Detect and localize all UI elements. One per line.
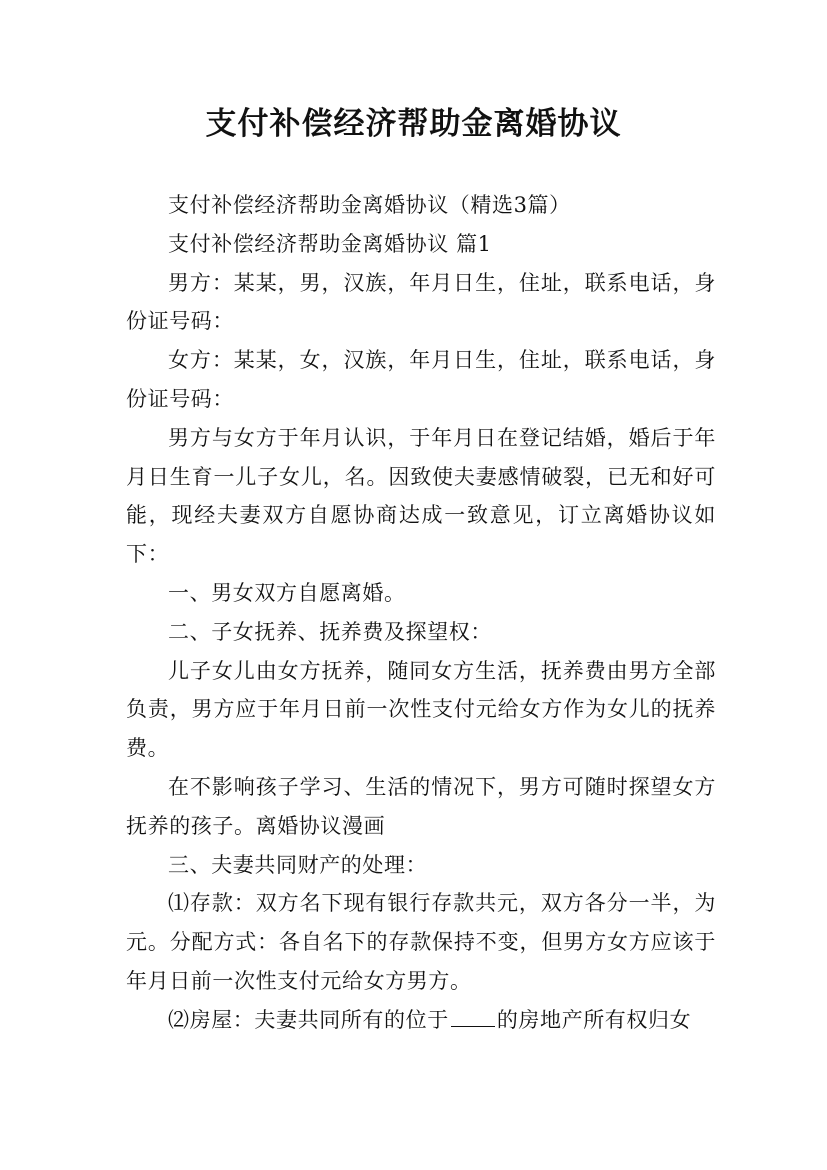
document-body: [126, 186, 716, 1040]
clause-3-heading: 三、夫妻共同财产的处理：: [168, 852, 428, 877]
section-heading: 支付补偿经济帮助金离婚协议 篇1: [168, 231, 492, 256]
savings-paragraph: ⑴存款：双方名下现有银行存款共元，双方各分一半，为元。分配方式：各自名下的存款保持不变，但男方女方应该于年月日前一次性支付元给女方男方。: [126, 891, 716, 993]
house-text-after: 的房地产所有权归女: [496, 1007, 692, 1032]
clause-1-paragraph: 一、男女双方自愿离婚。: [168, 580, 406, 605]
house-text-before: ⑵房屋：夫妻共同所有的位于: [168, 1007, 449, 1032]
house-paragraph: [126, 1001, 716, 1040]
subtitle-paragraph: 支付补偿经济帮助金离婚协议（精选3篇）: [168, 193, 571, 217]
fill-in-blank: [451, 1006, 495, 1027]
custody-paragraph: 儿子女儿由女方抚养，随同女方生活，抚养费由男方全部负责，男方应于年月日前一次性支付元给女方作为女儿的抚养费。: [126, 658, 716, 761]
background-paragraph: 男方与女方于年月认识，于年月日在登记结婚，婚后于年月日生育一儿子女儿，名。因致使夫妻感情破裂，已无和好可能，现经夫妻双方自愿协商达成一致意见，订立离婚协议如下：: [126, 425, 716, 567]
party-male-paragraph: 男方：某某，男，汉族，年月日生，住址，联系电话，身份证号码：: [126, 270, 716, 334]
party-female-paragraph: 女方：某某，女，汉族，年月日生，住址，联系电话，身份证号码：: [126, 348, 716, 411]
document-title: 支付补偿经济帮助金离婚协议: [205, 106, 622, 142]
visitation-paragraph: 在不影响孩子学习、生活的情况下，男方可随时探望女方抚养的孩子。离婚协议漫画: [126, 774, 716, 838]
clause-2-heading: 二、子女抚养、抚养费及探望权：: [168, 619, 492, 644]
